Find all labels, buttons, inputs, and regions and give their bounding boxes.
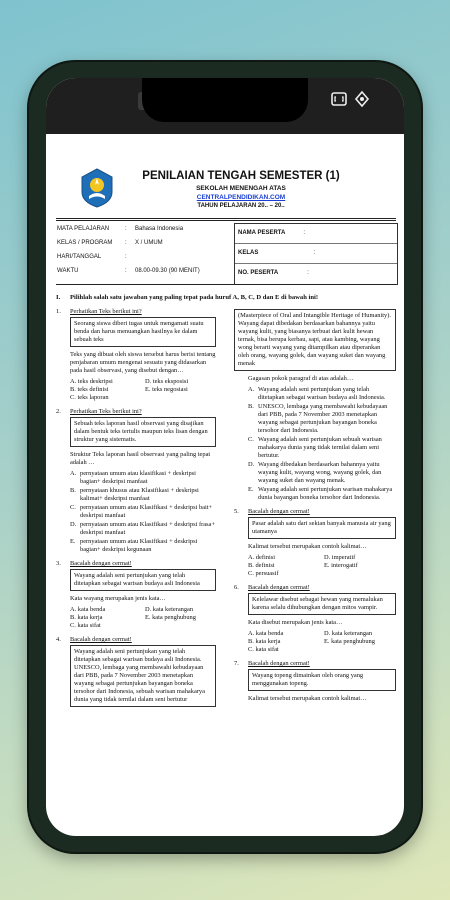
question-1: 1. Perhatikan Teks berikut ini? Seorang siswa diberi tugas untuk mengamati suatu benda dan harus menuangkan hasilnya ke dalam sebuah teks Teks yang dibuat oleh siswa tersebut harus berisi tentang penjabaran umum mengenai sesuatu yang didasarkan pada hasil observasi, yang disebut dengan… A. teks deskripsi D. teks eksposisi B. teks definisi E. teks negosiasi C. teks laporan [56, 308, 216, 401]
school-year: TAHUN PELAJARAN 20.. – 20.. [197, 203, 285, 209]
question-5: 5. Bacalah dengan cermat! Pasar adalah satu dari sekian banyak manusia air yang utamanya Kalimat tersebut merupakan contoh kalimat… A. definisi D. imperatif B. definisi E. interogatif C. persuasif [234, 508, 396, 578]
phone-frame [29, 62, 421, 852]
info-row: KELAS / PROGRAM : X / UMUM [57, 240, 163, 246]
viewer-toolbar [46, 78, 404, 134]
website-link[interactable]: CENTRALPENDIDIKAN.COM [196, 194, 286, 201]
rotate-icon[interactable] [351, 90, 373, 112]
participant-box [234, 223, 398, 285]
left-column [56, 308, 216, 713]
divider [56, 284, 396, 285]
participant-row: KELAS : [235, 244, 397, 264]
info-row: MATA PELAJARAN : Bahasa Indonesia [57, 226, 184, 232]
answer-options: A. kata benda D. kata keterangan B. kata kerja E. kata penghubung C. kata sifat [70, 606, 196, 629]
info-key: HARI/TANGGAL [57, 254, 102, 260]
question-passage: Wayang topeng dimainkan oleh orang yang menggunakan topeng. [248, 669, 396, 691]
info-row: WAKTU : 08.00-09.30 (90 MENIT) [57, 268, 200, 274]
question-6: 6. Bacalah dengan cermat! Kelelawar disebut sebagai hewan yang memalukan karena selalu dihubungkan dengan mitos vampir. Kata disebut merupakan jenis kata… A. kata benda D. kata keterangan B. kata kerja E. kata penghubung C. kata sifat [234, 584, 396, 654]
question-passage: Kelelawar disebut sebagai hewan yang memalukan karena selalu dihubungkan dengan mitos vampir. [248, 593, 396, 615]
answer-options: A. definisi D. imperatif B. definisi E. interogatif C. persuasif [248, 554, 358, 577]
info-value: 08.00-09.30 (90 MENIT) [135, 268, 200, 274]
answer-options: A. teks deskripsi D. teks eksposisi B. teks definisi E. teks negosiasi C. teks laporan [70, 378, 189, 401]
participant-row: NAMA PESERTA : [235, 224, 397, 244]
fullscreen-icon[interactable] [328, 90, 350, 112]
right-column: (Masterpiece of Oral and Intangible Heritage of Humanity). Wayang dapat dibedakan berdasarkan bahannya yaitu wayang kulit, yang biasanya terbuat dari kulit hewan ternak, bisa berupa kerbau, sapi, atau kambing, wayang wong berarti wayang yang ditampilkan atau diperankan oleh orang, wayang golek, dan wayang suket dan wayang menak Gagasan pokok paragraf di atas adalah… A. Wayang adalah seni pertunjukan yang telah ditetapkan sebagai warisan budaya asli Indonesia. B. UNESCO, lembaga yang membawahi kebudayaan dari PBB, pada 7 November 2003 menetapkan wayang sebagai pertunjukan bayangan boneka tersohor dari Indonesia. C. Wayang adalah seni pertunjukan sebuah warisan mahakarya dunia yang tidak ternilai dalam seni bertutur. D. Wayang dibedakan berdasarkan bahannya yaitu wayang kulit, wayang wong, wayang golek, dan wayang suket dan wayang menak. E. Wayang adalah seni pertunjukan warisan mahakarya dunia bayangan boneka tersohor dari Indonesia. 5. Bacalah dengan cermat! Pasar adalah satu dari sekian banyak manusia air yang utamanya Kalimat tersebut merupakan contoh kalimat… A. definisi D. imperatif B. definisi E. interogatif C. persuasif 6. Bacalah dengan cermat! Kelelawar disebut sebagai hewan yang memalukan karena selalu dihubungkan dengan mitos vampir. Kata disebut merupakan jenis kata… A. kata benda D. kata keterangan B. kata kerja E. kata penghubung C. kata sifat 7. Bacalah dengan cermat! Wayang topeng dimainkan oleh orang yang menggunakan topeng. Kalimat tersebut merupakan contoh kalimat… [234, 308, 396, 709]
info-value: X / UMUM [135, 240, 163, 246]
question-3: 3. Bacalah dengan cermat! Wayang adalah seni pertunjukan yang telah ditetapkan sebagai warisan budaya asli Indonesia Kata wayang merupakan jenis kata… A. kata benda D. kata keterangan B. kata kerja E. kata penghubung C. kata sifat [56, 560, 216, 630]
question-passage: (Masterpiece of Oral and Intangible Heritage of Humanity). Wayang dapat dibedakan berdasarkan bahannya yaitu wayang kulit, yang biasanya terbuat dari kulit hewan ternak, bisa berupa kerbau, sapi, atau kambing, wayang wong berarti wayang yang ditampilkan atau diperankan oleh orang, wayang golek, dan wayang suket dan wayang menak [234, 309, 396, 371]
divider [56, 220, 396, 221]
info-key: WAKTU [57, 268, 79, 274]
participant-row: NO. PESERTA : [238, 270, 309, 276]
question-passage: Wayang adalah seni pertunjukan yang telah ditetapkan sebagai warisan budaya asli Indonesia [70, 569, 216, 591]
question-passage: Seorang siswa diberi tugas untuk mengamati suatu benda dan harus menuangkan hasilnya ke dalam sebuah teks [70, 317, 216, 347]
info-key: KELAS / PROGRAM [57, 240, 113, 246]
info-value: Bahasa Indonesia [135, 226, 184, 232]
school-level: SEKOLAH MENENGAH ATAS [196, 185, 286, 192]
tut-wuri-logo-icon [79, 168, 115, 208]
question-passage: Sebuah teks laporan hasil observasi yang disajikan dalam bentuk teks tertulis maupun teks lisan dengan struktur yang sistematis. [70, 417, 216, 447]
info-key: MATA PELAJARAN [57, 226, 110, 232]
info-row: HARI/TANGGAL : [57, 254, 127, 260]
camera-notch [142, 78, 308, 122]
question-4: 4. Bacalah dengan cermat! Wayang adalah seni pertunjukan yang telah ditetapkan sebagai warisan budaya asli Indonesia. UNESCO, lembaga yang membawahi kebudayaan dari PBB, pada 7 November 2003 menetapkan wayang sebagai pertunjukan bayangan boneka tersohor dari Indonesia, sebuah warisan mahakarya dunia yang tidak ternilai dalam seni bertutur [56, 636, 216, 707]
divider [56, 218, 396, 219]
question-passage: Pasar adalah satu dari sekian banyak manusia air yang utamanya [248, 517, 396, 539]
answer-options: A. kata benda D. kata keterangan B. kata kerja E. kata penghubung C. kata sifat [248, 630, 375, 653]
exam-title: PENILAIAN TENGAH SEMESTER (1) [142, 170, 340, 182]
question-passage: Wayang adalah seni pertunjukan yang telah ditetapkan sebagai warisan budaya asli Indonesia. UNESCO, lembaga yang membawahi kebudayaan dari PBB, pada 7 November 2003 menetapkan wayang sebagai pertunjukan bayangan boneka tersohor dari Indonesia, sebuah warisan mahakarya dunia yang tidak ternilai dalam seni bertutur [70, 645, 216, 707]
question-2: 2. Perhatikan Teks berikut ini? Sebuah teks laporan hasil observasi yang disajikan dalam bentuk teks tertulis maupun teks lisan dengan struktur yang sistematis. Struktur Teks laporan hasil observasi yang paling tepat adalah … A. pernyataan umum atau klasifikasi + deskripsi bagian+ deskripsi manfaat B. pernyataan khusus atau Klasifikasi + deskripsi kalimat+ deskripsi manfaat C. pernyataan umum atau Klasifikasi + deskripsi bait+ deskripsi manfaat D. pernyataan umum atau Klasifikasi + deskripsi frasa+ deskripsi manfaat E. pernyataan umum atau Klasifikasi + deskripsi bagian+ deskripsi kegunaan [56, 408, 215, 553]
instruction: I. Pilihlah salah satu jawaban yang paling tepat pada huruf A, B, C, D dan E di bawah ini! [56, 294, 319, 301]
pdf-viewer-screen [46, 78, 404, 836]
question-7: 7. Bacalah dengan cermat! Wayang topeng dimainkan oleh orang yang menggunakan topeng. Kalimat tersebut merupakan contoh kalimat… [234, 660, 396, 703]
